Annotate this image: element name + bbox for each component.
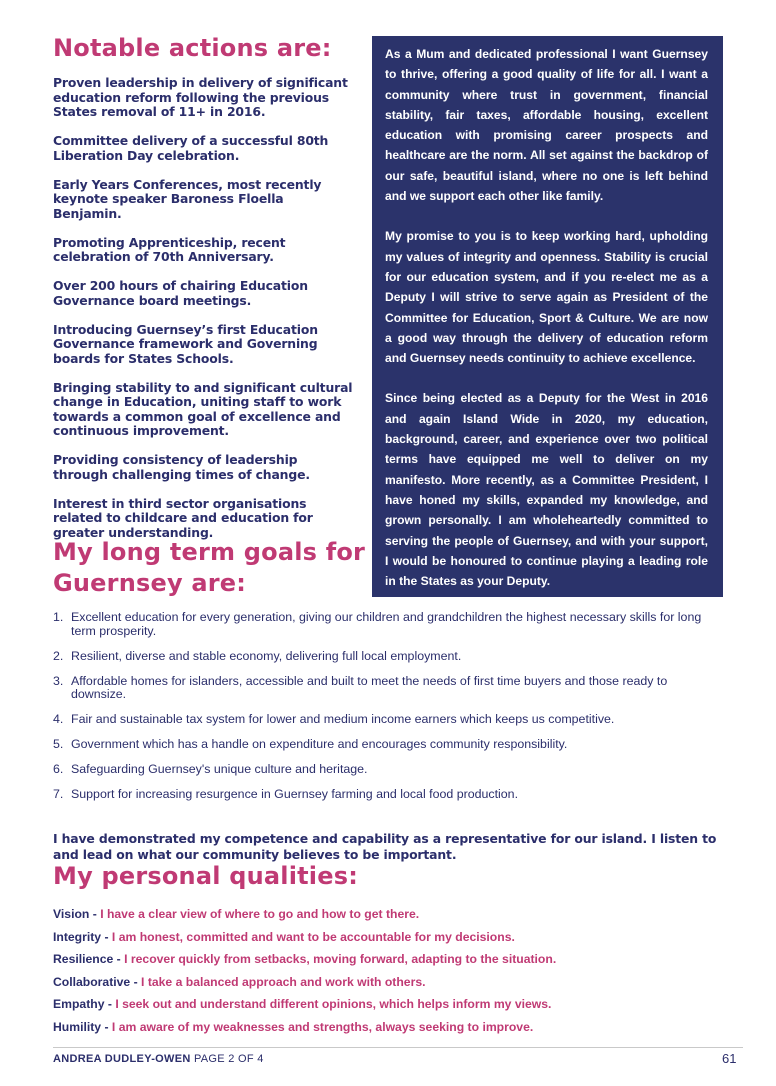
qualities-heading: My personal qualities: [53, 862, 358, 890]
notable-action-item: Introducing Guernsey’s first Education Governance framework and Governing boards for States Schools. [53, 321, 318, 366]
goal-text: Fair and sustainable tax system for lower and medium income earners which keeps us competitive. [71, 712, 615, 726]
goal-text: Resilient, diverse and stable economy, delivering full local employment. [71, 648, 462, 663]
notable-action-item: Providing consistency of leadership through challenging times of change. [53, 452, 310, 482]
manifesto-panel [372, 36, 723, 597]
notable-action-item: Promoting Apprenticeship, recent celebration of 70th Anniversary. [53, 234, 286, 264]
quality-item [53, 971, 733, 994]
quality-name: Vision - [53, 907, 101, 921]
goals-heading: My long term goals for Guernsey are: [53, 538, 366, 597]
notable-action-item: Interest in third sector organisations related to childcare and education for greater understanding. [53, 495, 313, 540]
quality-description: I have a clear view of where to go and how to get there. [100, 907, 420, 921]
quality-description: I seek out and understand different opinions, which helps inform my views. [115, 997, 552, 1011]
notable-actions-list [53, 76, 353, 555]
goal-item [53, 611, 713, 638]
quality-name: Resilience - [53, 952, 125, 966]
footer-author: ANDREA DUDLEY-OWEN [53, 1053, 191, 1065]
notable-action-item: Proven leadership in delivery of significant education reform following the previous States removal of 11+ in 2016. [53, 75, 348, 119]
quality-name: Empathy - [53, 997, 116, 1011]
goal-item [53, 763, 713, 777]
notable-action-item: Early Years Conferences, most recently keynote speaker Baroness Floella Benjamin. [53, 176, 322, 221]
notable-action-item: Over 200 hours of chairing Education Governance board meetings. [53, 278, 308, 308]
goal-text: Support for increasing resurgence in Guernsey farming and local food production. [71, 787, 519, 801]
quality-item [53, 926, 733, 949]
goal-item [53, 675, 713, 702]
goal-item [53, 650, 713, 664]
quality-item [53, 1016, 733, 1039]
goal-number: 1. [53, 610, 64, 624]
qualities-list [53, 903, 733, 1038]
competence-statement: I have demonstrated my competence and capability as a representative for our island. I listen to and lead on what our community believes to be important. [53, 831, 717, 863]
quality-description: I am honest, committed and want to be accountable for my decisions. [111, 929, 515, 944]
goal-item [53, 713, 713, 727]
goal-text: Safeguarding Guernsey's unique culture and heritage. [71, 762, 368, 776]
manifesto-paragraph: Since being elected as a Deputy for the West in 2016 and again Island Wide in 2020, my education, background, career, and experience over two political terms have equipped me well to deliver on my manifesto. More recently, as a Committee President, I have honed my skills, expanded my knowledge, and grown personally. I am wholeheartedly committed to serving the people of Guernsey, and with your support, I would be honoured to continue playing a leading role in the States as your Deputy. [385, 391, 708, 589]
notable-action-item: Committee delivery of a successful 80th Liberation Day celebration. [53, 133, 329, 163]
quality-name: Integrity - [53, 929, 112, 944]
footer-divider [53, 1047, 743, 1048]
goal-number: 4. [53, 712, 64, 726]
goal-item [53, 788, 713, 802]
manifesto-paragraph: My promise to you is to keep working hard, upholding my values of integrity and openness. Stability is crucial for our education system, and if you re-elect me as a Deputy I will strive to serve again as President of the Committee for Education, Sport & Culture. We are now a good way through the delivery of education reform and Guernsey needs continuity to achieve excellence. [385, 229, 708, 366]
quality-description: I recover quickly from setbacks, moving forward, adapting to the situation. [124, 952, 557, 966]
goal-text: Affordable homes for islanders, accessible and built to meet the needs of first time buyers and those ready to downsize. [71, 673, 668, 701]
manifesto-paragraph: As a Mum and dedicated professional I want Guernsey to thrive, offering a good quality of life for all. I want a community where trust in government, financial stability, fair taxes, affordable housing, excellent education with promising career prospects and healthcare are the norm. All set against the backdrop of our safe, beautiful island, where no one is left behind and we support each other like family. [385, 47, 708, 204]
quality-item [53, 903, 733, 926]
footer-author-line [53, 1053, 264, 1065]
goals-list [53, 611, 713, 813]
goal-number: 7. [53, 787, 64, 801]
page-number: 61 [722, 1051, 737, 1066]
quality-name: Collaborative - [53, 974, 142, 989]
goal-text: Government which has a handle on expenditure and encourages community responsibility. [71, 737, 568, 751]
notable-action-item: Bringing stability to and significant cultural change in Education, uniting staff to work towards a common goal of excellence and continuous improvement. [53, 379, 353, 438]
goal-number: 2. [53, 648, 64, 663]
notable-actions-heading: Notable actions are: [53, 34, 332, 62]
quality-name: Humility - [53, 1019, 112, 1034]
goal-item [53, 738, 713, 752]
goal-number: 5. [53, 737, 64, 751]
quality-description: I take a balanced approach and work with others. [141, 974, 426, 989]
quality-description: I am aware of my weaknesses and strengths, always seeking to improve. [111, 1019, 534, 1034]
goal-text: Excellent education for every generation, giving our children and grandchildren the highest necessary skills for long term prosperity. [71, 610, 702, 638]
goal-number: 6. [53, 762, 64, 776]
goal-number: 3. [53, 673, 64, 688]
quality-item [53, 993, 733, 1016]
footer-page-label: PAGE 2 OF 4 [193, 1053, 264, 1065]
quality-item [53, 948, 733, 971]
